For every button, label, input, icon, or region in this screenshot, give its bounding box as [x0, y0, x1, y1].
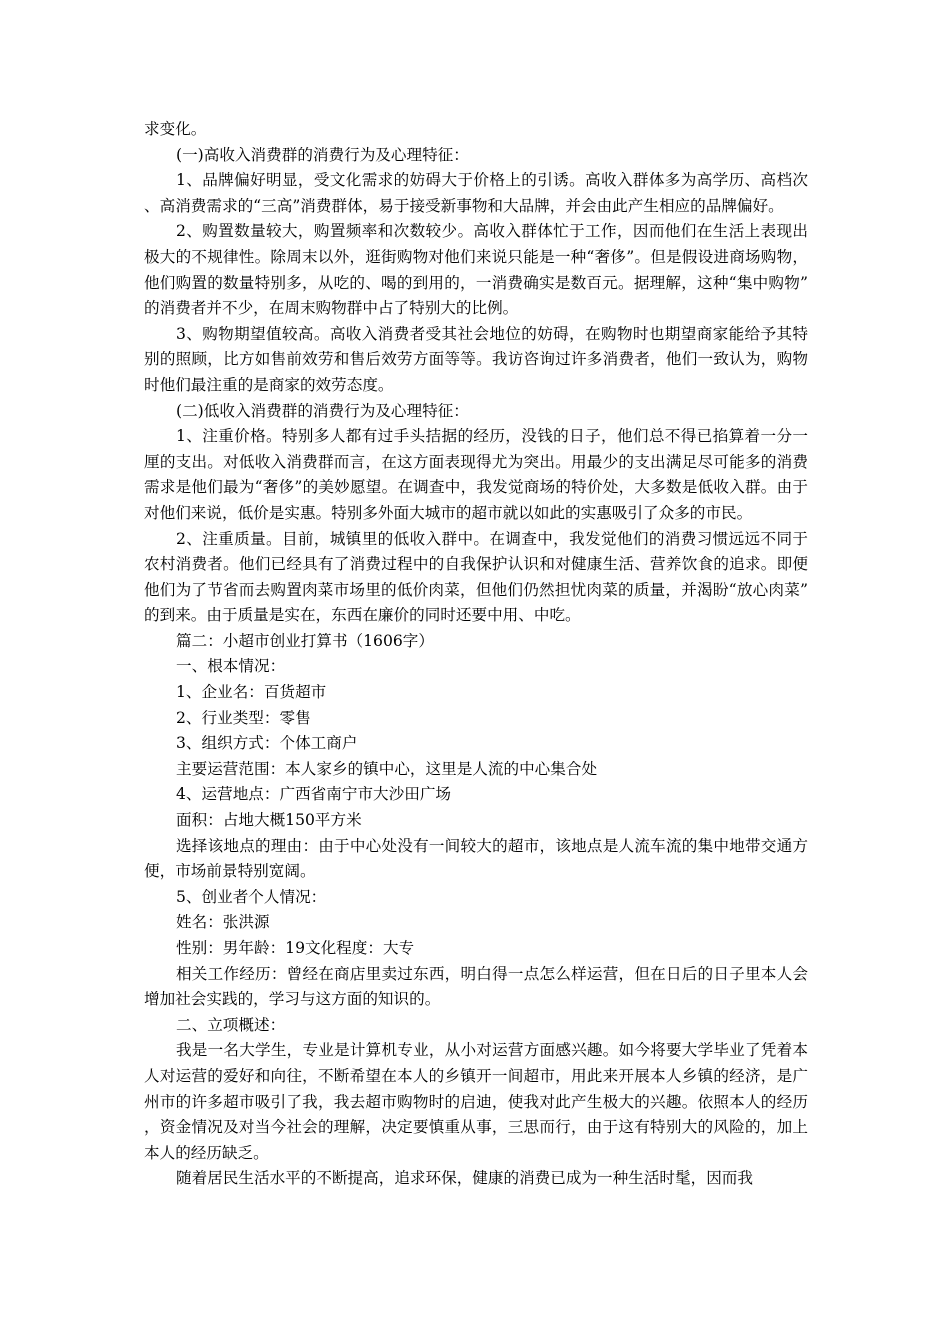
- list-item: 性别：男年龄：19文化程度：大专: [176, 939, 415, 957]
- paragraph: 随着居民生活水平的不断提高，追求环保，健康的消费已成为一种生活时髦，因而我: [176, 1169, 753, 1188]
- list-item: 面积：占地大概150平方米: [176, 811, 362, 830]
- list-item: 姓名：张洪源: [176, 913, 270, 932]
- article-title: 篇二：小超市创业打算书（1606字）: [176, 631, 434, 650]
- document-body: [144, 117, 808, 1192]
- paragraph: 选择该地点的理由：由于中心处没有一间较大的超市，该地点是人流车流的集中地带交通方便，市场前景特别宽阔。: [144, 836, 808, 881]
- section-heading: (一)高收入消费群的消费行为及心理特征：: [176, 145, 469, 164]
- paragraph: 求变化。: [144, 120, 207, 138]
- section-heading: (二)低收入消费群的消费行为及心理特征：: [176, 401, 469, 420]
- paragraph: 2、购置数量较大，购置频率和次数较少。高收入群体忙于工作，因而他们在生活上表现出极大的不规律性。除周末以外，逛街购物对他们来说只能是一种“奢侈”。但是假设进商场购物，他们购置的数量特别多，从吃的、喝的到用的，一消费确实是数百元。据理解，这种“集中购物”的消费者并不少，在周末购物群中占了特别大的比例。: [144, 222, 808, 318]
- section-heading: 二、立项概述：: [176, 1015, 286, 1034]
- paragraph: 2、注重质量。目前，城镇里的低收入群中。在调查中，我发觉他们的消费习惯远远不同于农村消费者。他们已经具有了消费过程中的自我保护认识和对健康生活、营养饮食的追求。即便他们为了节省而去购置肉菜市场里的低价肉菜，但他们仍然担忧肉菜的质量，并渴盼“放心肉菜”的到来。由于质量是实在，东西在廉价的同时还要中用、中吃。: [144, 529, 808, 625]
- list-item: 1、企业名：百货超市: [176, 683, 327, 702]
- section-heading: 一、根本情况：: [176, 657, 286, 676]
- list-item: 2、行业类型：零售: [176, 708, 311, 727]
- paragraph: 3、购物期望值较高。高收入消费者受其社会地位的妨碍，在购物时也期望商家能给予其特别的照顾，比方如售前效劳和售后效劳方面等等。我访咨询过许多消费者，他们一致认为，购物时他们最注重的是商家的效劳态度。: [144, 324, 808, 394]
- paragraph: 1、品牌偏好明显，受文化需求的妨碍大于价格上的引诱。高收入群体多为高学历、高档次、高消费需求的“三高”消费群体，易于接受新事物和大品牌，并会由此产生相应的品牌偏好。: [144, 171, 808, 215]
- list-item: 5、创业者个人情况：: [176, 887, 327, 906]
- list-item: 主要运营范围：本人家乡的镇中心，这里是人流的中心集合处: [176, 759, 598, 778]
- paragraph: 我是一名大学生，专业是计算机专业，从小对运营方面感兴趣。如今将要大学毕业了凭着本人对运营的爱好和向往，不断希望在本人的乡镇开一间超市，用此来开展本人乡镇的经济，是广州市的许多超市吸引了我，我去超市购物时的启迪，使我对此产生极大的兴趣。依照本人的经历，资金情况及对当今社会的理解，决定要慎重从事，三思而行，由于这有特别大的风险的，加上本人的经历缺乏。: [144, 1041, 808, 1162]
- paragraph: 1、注重价格。特别多人都有过手头拮据的经历，没钱的日子，他们总不得已掐算着一分一厘的支出。对低收入消费群而言，在这方面表现得尤为突出。用最少的支出满足尽可能多的消费需求是他们最为“奢侈”的美妙愿望。在调查中，我发觉商场的特价处，大多数是低收入群。由于对他们来说，低价是实惠。特别多外面大城市的超市就以如此的实惠吸引了众多的市民。: [144, 427, 808, 522]
- list-item: 3、组织方式：个体工商户: [176, 734, 358, 753]
- list-item: 4、运营地点：广西省南宁市大沙田广场: [176, 785, 452, 804]
- paragraph: 相关工作经历：曾经在商店里卖过东西，明白得一点怎么样运营，但在日后的日子里本人会增加社会实践的，学习与这方面的知识的。: [144, 964, 808, 1009]
